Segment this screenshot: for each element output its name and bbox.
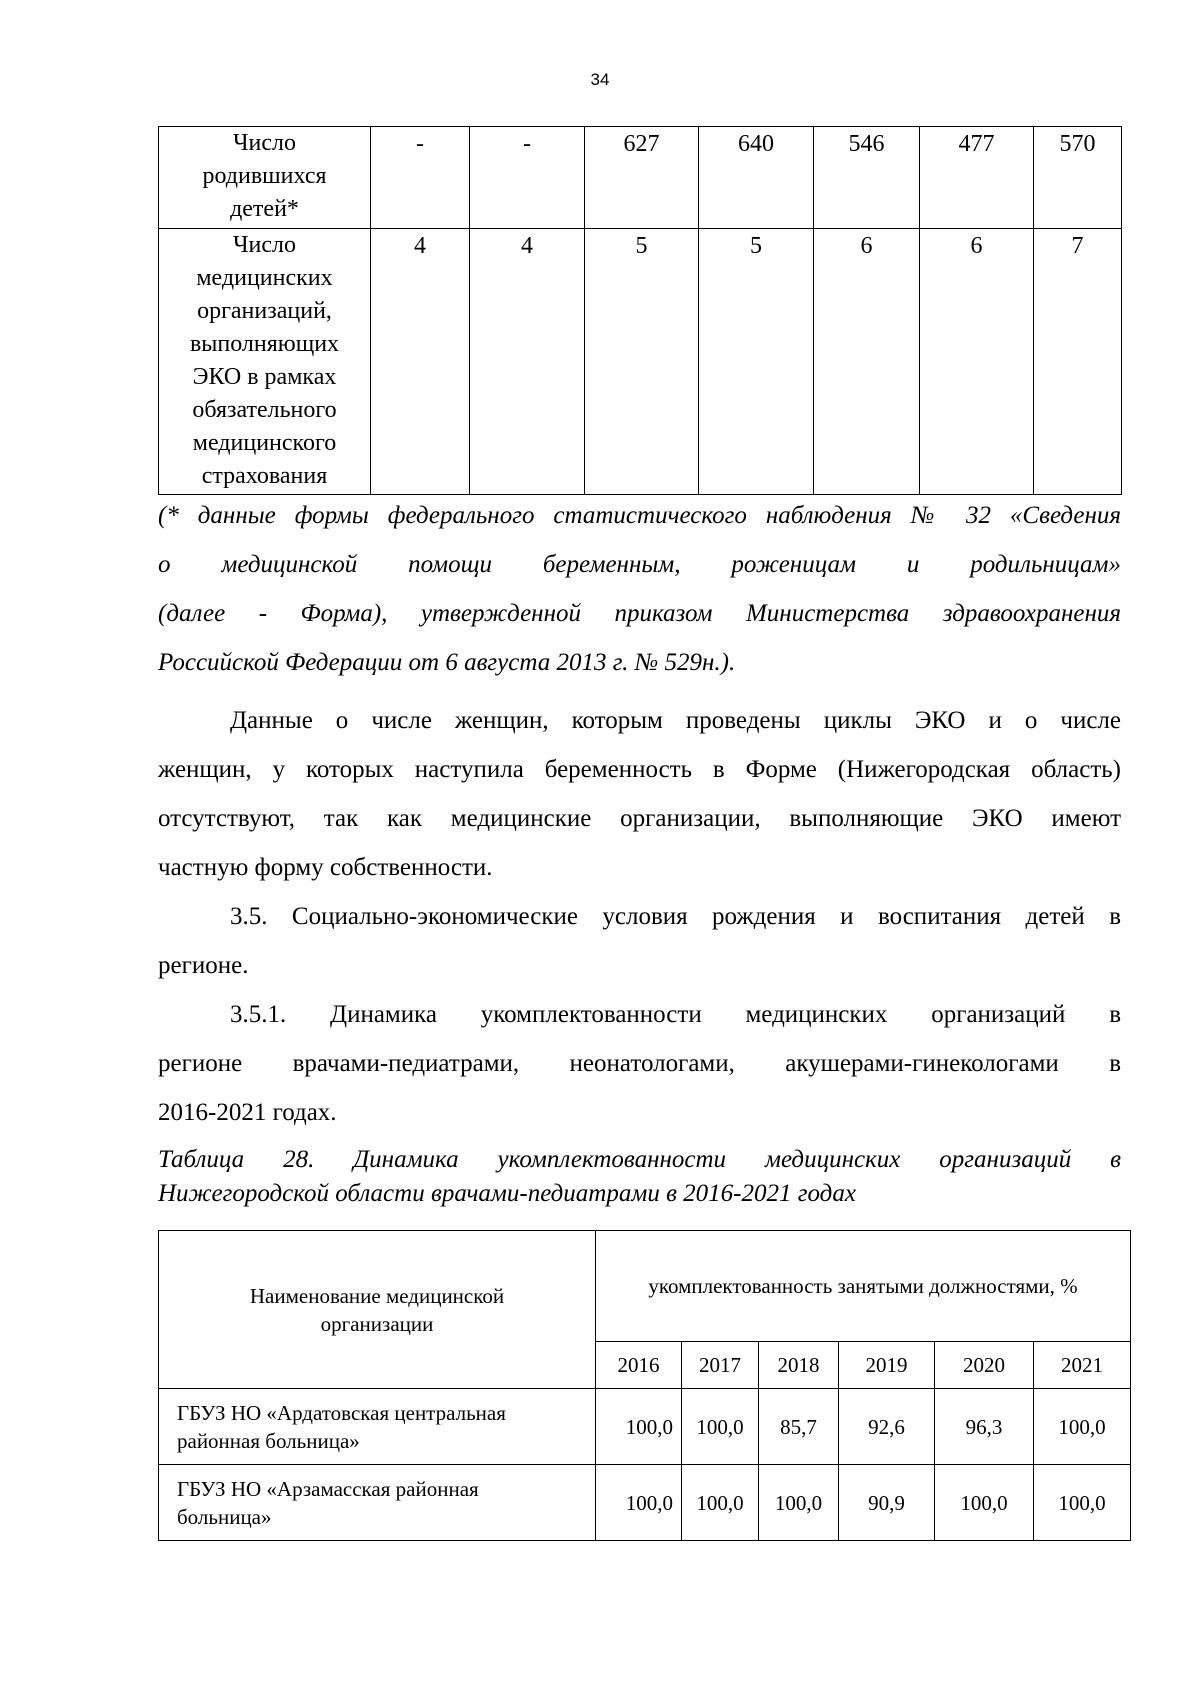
footnote-line: Российской Федерации от 6 августа 2013 г. № 529н.). [158,649,736,676]
organization-name [159,1389,596,1465]
table-cell: 640 [699,127,814,229]
table-row [159,229,1122,495]
row-label [159,127,371,229]
table-row [159,1389,1131,1465]
row-label [159,229,371,495]
section-heading-3-5-1 [158,990,1121,1137]
footnote-line: о медицинской помощи беременным, роженицам и родильницам» [158,551,1121,578]
table-cell: 100,0 [935,1465,1034,1541]
year-header: 2020 [935,1342,1034,1389]
year-header: 2018 [759,1342,839,1389]
table-cell: 7 [1034,229,1122,495]
table-cell: 96,3 [935,1389,1034,1465]
row-label-line: детей* [230,196,299,222]
table-cell: 4 [371,229,470,495]
table-cell: 5 [699,229,814,495]
table-cell: 100,0 [682,1389,759,1465]
row-label-line: родившихся [202,163,327,189]
table-cell: - [470,127,585,229]
table-cell: 85,7 [759,1389,839,1465]
section-heading-3-5 [158,892,1121,990]
row-label-line: ЭКО в рамках [192,364,337,390]
paragraph-line: Данные о числе женщин, которым проведены циклы ЭКО и о числе [230,707,1121,734]
paragraph-line: отсутствуют, так как медицинские организации, выполняющие ЭКО имеют [158,805,1121,832]
column-header-group: укомплектованность занятыми должностями, % [596,1231,1131,1342]
year-header: 2017 [682,1342,759,1389]
row-label-line: выполняющих [189,331,340,357]
table-cell: 546 [814,127,920,229]
table-caption-continued: Нижегородской области врачами-педиатрами в 2016-2021 годах [158,1180,856,1207]
footnote-line: (далее - Форма), утвержденной приказом Министерства здравоохранения [158,600,1121,627]
row-label-line: организаций, [197,298,332,324]
organization-name-text: ГБУЗ НО «Ардатовская центральная районная больница» [177,1400,506,1453]
table-cell: 100,0 [1034,1465,1131,1541]
heading-line: 3.5.1. Динамика укомплектованности медицинских организаций в [230,1001,1121,1028]
table-cell: 4 [470,229,585,495]
table-footnote [158,491,1121,687]
heading-line: регионе. [158,952,249,979]
staffing-table [158,1230,1131,1541]
table-cell: 627 [585,127,699,229]
table-cell: 100,0 [682,1465,759,1541]
row-label-line: страхования [201,463,328,489]
organization-name [159,1465,596,1541]
heading-line: 2016-2021 годах. [158,1099,337,1126]
table-header-row [159,1231,1131,1342]
organization-name-text: ГБУЗ НО «Арзамасская районная больница» [177,1476,479,1529]
table-cell: 100,0 [759,1465,839,1541]
row-label-line: Число [232,130,297,156]
column-header-organization [159,1231,596,1389]
table-cell: 6 [814,229,920,495]
paragraph-line: женщин, у которых наступила беременность в Форме (Нижегородская область) [158,756,1121,783]
year-header: 2021 [1034,1342,1131,1389]
year-header: 2016 [596,1342,682,1389]
table-cell: 6 [920,229,1034,495]
row-label-line: обязательного [192,397,337,423]
row-label-line: медицинского [192,430,337,456]
row-label-line: Число [232,232,297,258]
table-cell: 100,0 [596,1389,682,1465]
table-cell: 100,0 [1034,1389,1131,1465]
heading-line: 3.5. Социально-экономические условия рождения и воспитания детей в [230,903,1121,930]
paragraph-line: частную форму собственности. [158,854,493,881]
births-table [158,126,1122,495]
table-cell: 477 [920,127,1034,229]
year-header: 2019 [839,1342,935,1389]
heading-line: регионе врачами-педиатрами, неонатологами, акушерами-гинекологами в [158,1050,1121,1077]
table-cell: 100,0 [596,1465,682,1541]
row-label-line: медицинских [196,265,333,291]
table-cell: 5 [585,229,699,495]
table-cell: 90,9 [839,1465,935,1541]
table-cell: 92,6 [839,1389,935,1465]
table-cell: 570 [1034,127,1122,229]
page-number: 34 [590,70,610,89]
header-text: Наименование медицинской организации [249,1283,505,1336]
footnote-line: (* данные формы федерального статистического наблюдения № 32 «Сведения [158,502,1121,529]
table-caption: Таблица 28. Динамика укомплектованности медицинских организаций в [158,1146,1121,1173]
table-cell: - [371,127,470,229]
table-row [159,1465,1131,1541]
table-row [159,127,1122,229]
body-paragraph [158,696,1121,892]
